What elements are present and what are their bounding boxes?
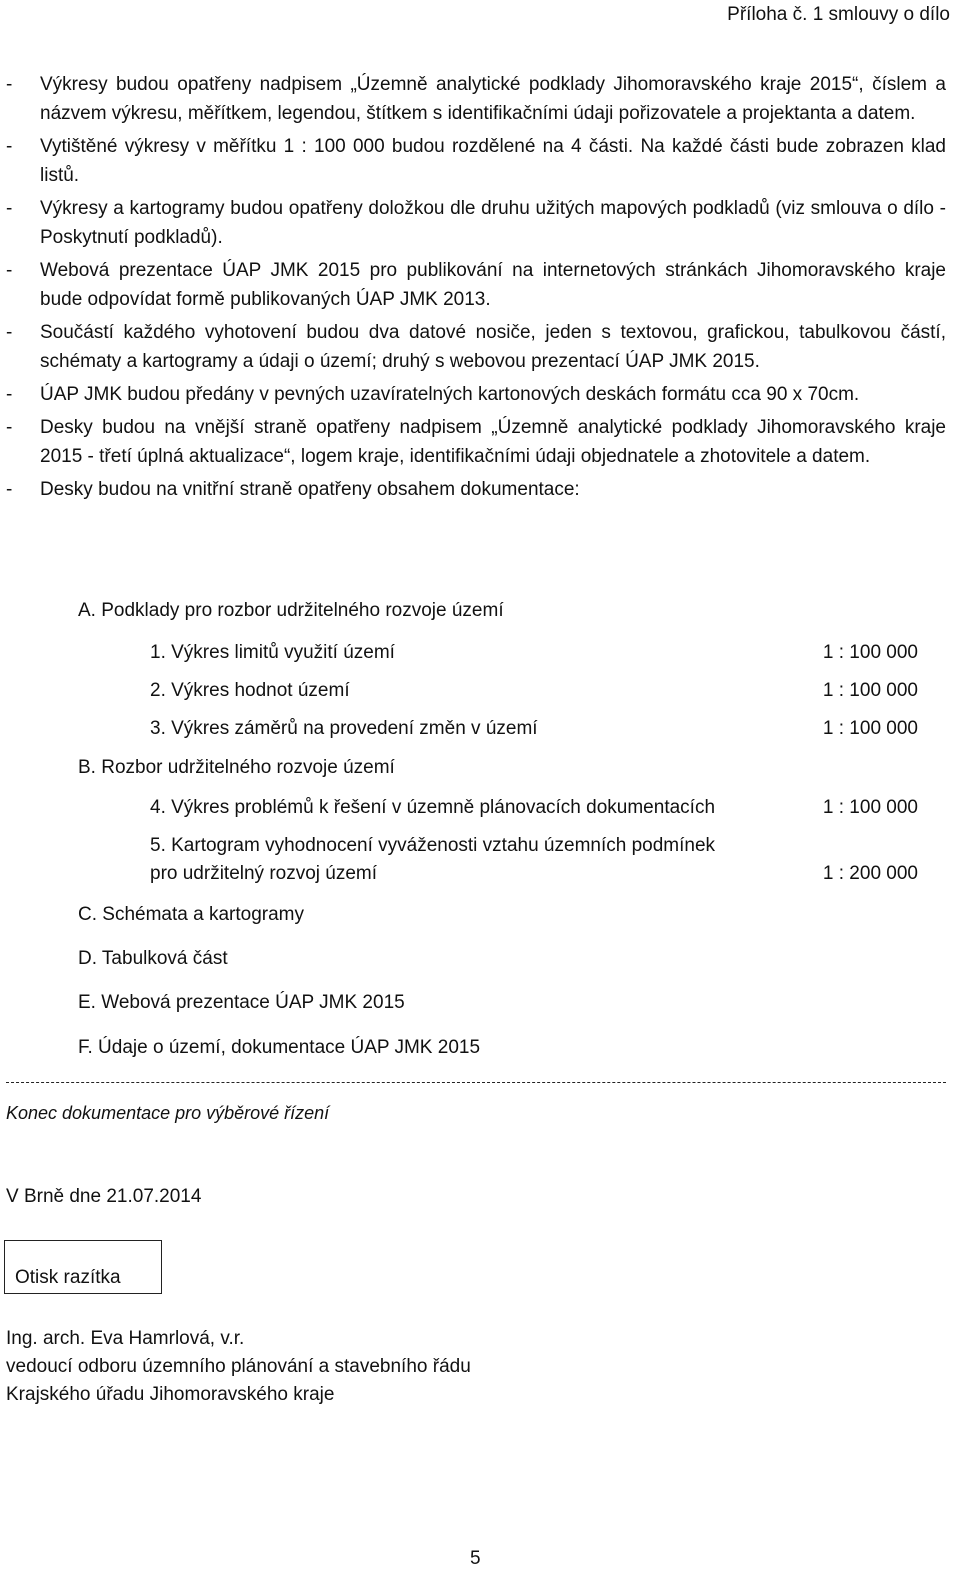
section-heading-f: F. Údaje o území, dokumentace ÚAP JMK 2015: [78, 1037, 481, 1058]
contents-item-label: 2. Výkres hodnot území: [150, 680, 350, 701]
page-number: 5: [470, 1548, 481, 1569]
contents-item: [150, 832, 918, 888]
list-item-text: ÚAP JMK budou předány v pevných uzavíratelných kartonových deskách formátu cca 90 x 70cm.: [40, 384, 860, 405]
bullet-dash: -: [6, 417, 13, 438]
contents-item: [150, 718, 918, 740]
signatory-name: Ing. arch. Eva Hamrlová, v.r.: [6, 1328, 245, 1349]
section-heading-e: E. Webová prezentace ÚAP JMK 2015: [78, 992, 405, 1013]
contents-item-scale: 1 : 100 000: [822, 718, 918, 739]
list-item-text: Výkresy budou opatřeny nadpisem „Územně analytické podklady Jihomoravského kraje 2015“, číslem a názvem výkresu, měřítkem, legendou, štítkem s identifikačními údaji pořizovatele a projektanta a datem.: [40, 74, 946, 124]
list-item: [6, 318, 946, 376]
contents-item-label: 3. Výkres záměrů na provedení změn v území: [150, 718, 538, 739]
contents-item-scale: 1 : 200 000: [822, 863, 918, 884]
list-item: [6, 70, 946, 128]
bullet-dash: -: [6, 136, 13, 157]
contents-item-scale: 1 : 100 000: [822, 797, 918, 818]
bullet-dash: -: [6, 74, 13, 95]
bullet-dash: -: [6, 198, 13, 219]
list-item: [6, 413, 946, 471]
bullet-dash: -: [6, 384, 13, 405]
list-item-text: Webová prezentace ÚAP JMK 2015 pro publikování na internetových stránkách Jihomoravského kraje bude odpovídat formě publikovaných ÚAP JMK 2013.: [40, 260, 946, 310]
list-item: [6, 132, 946, 190]
section-heading-a: A. Podklady pro rozbor udržitelného rozvoje území: [78, 600, 504, 621]
section-heading-d: D. Tabulková část: [78, 948, 228, 969]
section-heading-b: B. Rozbor udržitelného rozvoje území: [78, 757, 395, 778]
list-item-text: Součástí každého vyhotovení budou dva datové nosiče, jeden s textovou, grafickou, tabulkovou částí, schématy a kartogramy a údaji o území; druhý s webovou prezentací ÚAP JMK 2015.: [40, 322, 946, 372]
signatory-office: Krajského úřadu Jihomoravského kraje: [6, 1384, 335, 1405]
stamp-box: [4, 1240, 162, 1294]
signature-block: [6, 1325, 471, 1409]
closing-note: Konec dokumentace pro výběrové řízení: [6, 1103, 330, 1123]
contents-item-scale: 1 : 100 000: [822, 680, 918, 701]
contents-item: [150, 680, 918, 702]
signing-date: V Brně dne 21.07.2014: [6, 1186, 202, 1207]
list-item: [6, 256, 946, 314]
contents-item-label-line1: 5. Kartogram vyhodnocení vyváženosti vztahu územních podmínek: [150, 835, 716, 856]
signatory-role: vedoucí odboru územního plánování a stavebního řádu: [6, 1356, 471, 1377]
list-item-text: Vytištěné výkresy v měřítku 1 : 100 000 budou rozdělené na 4 části. Na každé části bude zobrazen klad listů.: [40, 136, 946, 186]
contents-item-label: 4. Výkres problémů k řešení v územně plánovacích dokumentacích: [150, 797, 716, 818]
bullet-dash: -: [6, 322, 13, 343]
contents-item-label: 1. Výkres limitů využití území: [150, 642, 395, 663]
stamp-label: Otisk razítka: [15, 1267, 121, 1288]
requirements-list: [6, 70, 946, 508]
dashed-separator: [6, 1082, 946, 1083]
contents-item-scale: 1 : 100 000: [822, 642, 918, 663]
list-item-text: Desky budou na vnější straně opatřeny nadpisem „Územně analytické podklady Jihomoravského kraje 2015 - třetí úplná aktualizace“, logem kraje, identifikačními údaji objednatele a zhotovitele a datem.: [40, 417, 946, 467]
list-item-text: Desky budou na vnitřní straně opatřeny obsahem dokumentace:: [40, 479, 580, 500]
bullet-dash: -: [6, 260, 13, 281]
contents-item: [150, 642, 918, 664]
list-item: [6, 194, 946, 252]
list-item: [6, 475, 946, 504]
section-heading-c: C. Schémata a kartogramy: [78, 904, 304, 925]
document-header: Příloha č. 1 smlouvy o dílo: [727, 4, 950, 25]
bullet-dash: -: [6, 479, 13, 500]
list-item-text: Výkresy a kartogramy budou opatřeny doložkou dle druhu užitých mapových podkladů (viz smlouva o dílo - Poskytnutí podkladů).: [40, 198, 946, 248]
contents-item: [150, 797, 918, 819]
contents-item-label-line2: pro udržitelný rozvoj území: [150, 863, 378, 884]
list-item: [6, 380, 946, 409]
